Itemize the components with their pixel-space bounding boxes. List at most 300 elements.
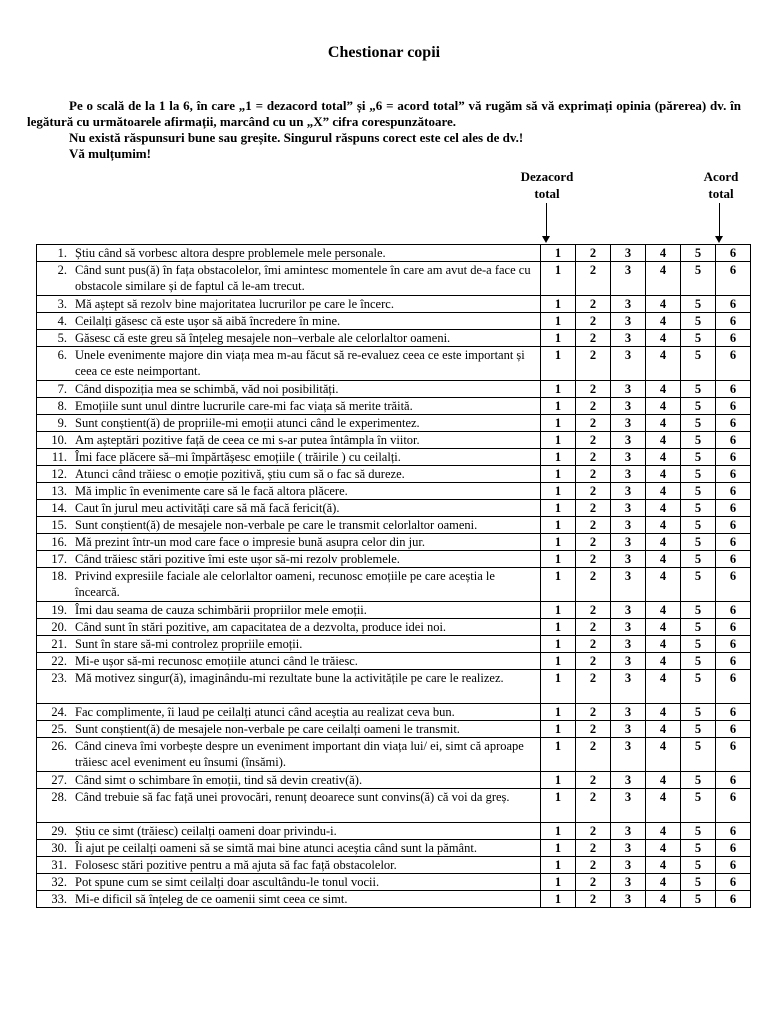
rating-option-3[interactable]: 3 xyxy=(611,517,646,534)
item-statement: Mă motivez singur(ă), imaginându-mi rezultate bune la activitățile pe care le realizez. xyxy=(71,670,541,704)
item-statement: Când cineva îmi vorbește despre un eveniment important din viața lui/ ei, simt că aproape trăiesc acel eveniment eu însumi (însămi). xyxy=(71,738,541,772)
rating-option-4[interactable]: 4 xyxy=(646,772,681,789)
item-statement: Îmi face plăcere să–mi împărtășesc emoțiile ( trăirile ) cu ceilalți. xyxy=(71,449,541,466)
item-number: 29. xyxy=(37,823,72,840)
table-row xyxy=(37,721,751,738)
item-number: 30. xyxy=(37,840,72,857)
rating-option-6[interactable]: 6 xyxy=(716,772,751,789)
rating-option-4[interactable]: 4 xyxy=(646,857,681,874)
rating-option-3[interactable]: 3 xyxy=(611,313,646,330)
table-row xyxy=(37,415,751,432)
table-row xyxy=(37,857,751,874)
questionnaire-table xyxy=(36,244,751,908)
rating-option-6[interactable]: 6 xyxy=(716,262,751,296)
rating-option-1[interactable]: 1 xyxy=(541,772,576,789)
rating-option-4[interactable]: 4 xyxy=(646,619,681,636)
rating-option-5[interactable]: 5 xyxy=(681,721,716,738)
item-statement: Sunt conștient(ă) de mesajele non-verbale pe care ceilalți oameni le transmit. xyxy=(71,721,541,738)
table-row xyxy=(37,823,751,840)
rating-option-5[interactable]: 5 xyxy=(681,517,716,534)
rating-option-3[interactable]: 3 xyxy=(611,857,646,874)
scale-header-agree-line-1: Acord xyxy=(703,169,739,184)
rating-option-2[interactable]: 2 xyxy=(576,789,611,823)
rating-option-4[interactable]: 4 xyxy=(646,245,681,262)
instructions xyxy=(27,98,741,162)
rating-option-6[interactable]: 6 xyxy=(716,823,751,840)
rating-option-2[interactable]: 2 xyxy=(576,738,611,772)
item-statement: Am așteptări pozitive față de ceea ce mi s-ar putea întâmpla în viitor. xyxy=(71,432,541,449)
item-number: 19. xyxy=(37,602,72,619)
rating-option-5[interactable]: 5 xyxy=(681,262,716,296)
instructions-line-3: Vă mulțumim! xyxy=(69,146,151,161)
rating-option-2[interactable]: 2 xyxy=(576,670,611,704)
rating-option-5[interactable]: 5 xyxy=(681,823,716,840)
rating-option-3[interactable]: 3 xyxy=(611,721,646,738)
rating-option-4[interactable]: 4 xyxy=(646,517,681,534)
item-statement: Mă implic în evenimente care să le facă altora plăcere. xyxy=(71,483,541,500)
item-statement: Când trăiesc stări pozitive îmi este ușor să-mi rezolv problemele. xyxy=(71,551,541,568)
item-number: 1. xyxy=(37,245,72,262)
rating-option-6[interactable]: 6 xyxy=(716,381,751,398)
rating-option-4[interactable]: 4 xyxy=(646,347,681,381)
rating-option-3[interactable]: 3 xyxy=(611,840,646,857)
item-number: 5. xyxy=(37,330,72,347)
rating-option-4[interactable]: 4 xyxy=(646,551,681,568)
rating-option-1[interactable]: 1 xyxy=(541,823,576,840)
rating-option-2[interactable]: 2 xyxy=(576,534,611,551)
item-statement: Îi ajut pe ceilalți oameni să se simtă mai bine atunci aceștia când sunt la pământ. xyxy=(71,840,541,857)
table-row xyxy=(37,245,751,262)
rating-option-3[interactable]: 3 xyxy=(611,245,646,262)
rating-option-2[interactable]: 2 xyxy=(576,347,611,381)
rating-option-5[interactable]: 5 xyxy=(681,296,716,313)
instructions-line-1: Pe o scală de la 1 la 6, în care „1 = dezacord total” și „6 = acord total” vă rugăm să vă exprimați opinia (părerea) dv. în legătură cu următoarele afirmații, marcând cu un „X” cifra corespunzătoare. xyxy=(27,98,741,129)
rating-option-3[interactable]: 3 xyxy=(611,330,646,347)
rating-option-3[interactable]: 3 xyxy=(611,483,646,500)
item-statement: Privind expresiile faciale ale celorlaltor oameni, recunosc emoțiile pe care aceștia le încearcă. xyxy=(71,568,541,602)
item-statement: Atunci când trăiesc o emoție pozitivă, știu cum să o fac să dureze. xyxy=(71,466,541,483)
rating-option-3[interactable]: 3 xyxy=(611,636,646,653)
item-number: 9. xyxy=(37,415,72,432)
rating-option-1[interactable]: 1 xyxy=(541,381,576,398)
rating-option-2[interactable]: 2 xyxy=(576,517,611,534)
scale-header-agree-line-2: total xyxy=(708,186,734,201)
rating-option-2[interactable]: 2 xyxy=(576,262,611,296)
rating-option-1[interactable]: 1 xyxy=(541,670,576,704)
item-statement: Când trebuie să fac față unei provocări, renunț deoarece sunt convins(ă) că voi da greș. xyxy=(71,789,541,823)
item-number: 24. xyxy=(37,704,72,721)
rating-option-6[interactable]: 6 xyxy=(716,466,751,483)
rating-option-4[interactable]: 4 xyxy=(646,653,681,670)
item-statement: Pot spune cum se simt ceilalți doar ascultându-le tonul vocii. xyxy=(71,874,541,891)
item-number: 32. xyxy=(37,874,72,891)
rating-option-4[interactable]: 4 xyxy=(646,721,681,738)
rating-option-5[interactable]: 5 xyxy=(681,704,716,721)
rating-option-6[interactable]: 6 xyxy=(716,653,751,670)
rating-option-3[interactable]: 3 xyxy=(611,466,646,483)
item-statement: Când dispoziția mea se schimbă, văd noi posibilități. xyxy=(71,381,541,398)
rating-option-2[interactable]: 2 xyxy=(576,704,611,721)
rating-option-1[interactable]: 1 xyxy=(541,398,576,415)
scale-header-disagree-line-1: Dezacord xyxy=(520,169,574,184)
rating-option-3[interactable]: 3 xyxy=(611,619,646,636)
rating-option-6[interactable]: 6 xyxy=(716,551,751,568)
rating-option-3[interactable]: 3 xyxy=(611,823,646,840)
item-number: 25. xyxy=(37,721,72,738)
item-statement: Mi-e dificil să înțeleg de ce oamenii simt ceea ce simt. xyxy=(71,891,541,908)
table-row xyxy=(37,517,751,534)
rating-option-3[interactable]: 3 xyxy=(611,891,646,908)
rating-option-3[interactable]: 3 xyxy=(611,262,646,296)
rating-option-1[interactable]: 1 xyxy=(541,619,576,636)
rating-option-6[interactable]: 6 xyxy=(716,449,751,466)
table-row xyxy=(37,738,751,772)
rating-option-3[interactable]: 3 xyxy=(611,432,646,449)
rating-option-4[interactable]: 4 xyxy=(646,602,681,619)
rating-option-2[interactable]: 2 xyxy=(576,313,611,330)
rating-option-6[interactable]: 6 xyxy=(716,857,751,874)
rating-option-3[interactable]: 3 xyxy=(611,415,646,432)
table-row xyxy=(37,313,751,330)
rating-option-6[interactable]: 6 xyxy=(716,313,751,330)
table-row xyxy=(37,568,751,602)
table-row xyxy=(37,534,751,551)
rating-option-6[interactable]: 6 xyxy=(716,415,751,432)
rating-option-4[interactable]: 4 xyxy=(646,449,681,466)
rating-option-6[interactable]: 6 xyxy=(716,670,751,704)
item-number: 6. xyxy=(37,347,72,381)
item-number: 2. xyxy=(37,262,72,296)
rating-option-1[interactable]: 1 xyxy=(541,653,576,670)
rating-option-3[interactable]: 3 xyxy=(611,874,646,891)
table-row xyxy=(37,602,751,619)
rating-option-1[interactable]: 1 xyxy=(541,330,576,347)
table-row xyxy=(37,500,751,517)
item-number: 23. xyxy=(37,670,72,704)
item-statement: Sunt în stare să-mi controlez propriile emoții. xyxy=(71,636,541,653)
rating-option-4[interactable]: 4 xyxy=(646,398,681,415)
table-row xyxy=(37,330,751,347)
rating-option-5[interactable]: 5 xyxy=(681,891,716,908)
item-number: 14. xyxy=(37,500,72,517)
rating-option-2[interactable]: 2 xyxy=(576,245,611,262)
rating-option-6[interactable]: 6 xyxy=(716,330,751,347)
rating-option-2[interactable]: 2 xyxy=(576,891,611,908)
rating-option-3[interactable]: 3 xyxy=(611,602,646,619)
rating-option-4[interactable]: 4 xyxy=(646,636,681,653)
rating-option-3[interactable]: 3 xyxy=(611,347,646,381)
rating-option-3[interactable]: 3 xyxy=(611,789,646,823)
rating-option-1[interactable]: 1 xyxy=(541,500,576,517)
rating-option-1[interactable]: 1 xyxy=(541,636,576,653)
rating-option-6[interactable]: 6 xyxy=(716,636,751,653)
rating-option-1[interactable]: 1 xyxy=(541,551,576,568)
rating-option-5[interactable]: 5 xyxy=(681,619,716,636)
rating-option-2[interactable]: 2 xyxy=(576,415,611,432)
item-number: 10. xyxy=(37,432,72,449)
rating-option-1[interactable]: 1 xyxy=(541,313,576,330)
table-row xyxy=(37,653,751,670)
rating-option-4[interactable]: 4 xyxy=(646,670,681,704)
rating-option-5[interactable]: 5 xyxy=(681,568,716,602)
rating-option-4[interactable]: 4 xyxy=(646,823,681,840)
rating-option-2[interactable]: 2 xyxy=(576,449,611,466)
rating-option-4[interactable]: 4 xyxy=(646,296,681,313)
item-statement: Găsesc că este greu să înțeleg mesajele non–verbale ale celorlaltor oameni. xyxy=(71,330,541,347)
item-statement: Mă prezint într-un mod care face o impresie bună asupra celor din jur. xyxy=(71,534,541,551)
item-statement: Mă aștept să rezolv bine majoritatea lucrurilor pe care le încerc. xyxy=(71,296,541,313)
item-statement: Caut în jurul meu activități care să mă facă fericit(ă). xyxy=(71,500,541,517)
rating-option-2[interactable]: 2 xyxy=(576,398,611,415)
rating-option-5[interactable]: 5 xyxy=(681,500,716,517)
item-statement: Știu ce simt (trăiesc) ceilalți oameni doar privindu-i. xyxy=(71,823,541,840)
rating-option-6[interactable]: 6 xyxy=(716,500,751,517)
rating-option-2[interactable]: 2 xyxy=(576,874,611,891)
rating-option-1[interactable]: 1 xyxy=(541,296,576,313)
rating-option-6[interactable]: 6 xyxy=(716,398,751,415)
rating-option-2[interactable]: 2 xyxy=(576,772,611,789)
rating-option-5[interactable]: 5 xyxy=(681,398,716,415)
rating-option-6[interactable]: 6 xyxy=(716,347,751,381)
rating-option-4[interactable]: 4 xyxy=(646,704,681,721)
rating-option-2[interactable]: 2 xyxy=(576,568,611,602)
rating-option-2[interactable]: 2 xyxy=(576,840,611,857)
item-number: 13. xyxy=(37,483,72,500)
item-statement: Sunt conștient(ă) de propriile-mi emoții atunci când le experimentez. xyxy=(71,415,541,432)
rating-option-4[interactable]: 4 xyxy=(646,500,681,517)
rating-option-3[interactable]: 3 xyxy=(611,772,646,789)
rating-option-5[interactable]: 5 xyxy=(681,840,716,857)
rating-option-2[interactable]: 2 xyxy=(576,330,611,347)
instructions-line-2: Nu există răspunsuri bune sau greșite. Singurul răspuns corect este cel ales de dv.! xyxy=(69,130,524,145)
rating-option-4[interactable]: 4 xyxy=(646,381,681,398)
rating-option-4[interactable]: 4 xyxy=(646,330,681,347)
item-statement: Emoțiile sunt unul dintre lucrurile care-mi fac viața să merite trăită. xyxy=(71,398,541,415)
rating-option-3[interactable]: 3 xyxy=(611,568,646,602)
rating-option-1[interactable]: 1 xyxy=(541,534,576,551)
item-number: 27. xyxy=(37,772,72,789)
rating-option-2[interactable]: 2 xyxy=(576,619,611,636)
rating-option-2[interactable]: 2 xyxy=(576,653,611,670)
rating-option-2[interactable]: 2 xyxy=(576,636,611,653)
rating-option-1[interactable]: 1 xyxy=(541,789,576,823)
item-number: 15. xyxy=(37,517,72,534)
rating-option-2[interactable]: 2 xyxy=(576,432,611,449)
rating-option-5[interactable]: 5 xyxy=(681,670,716,704)
rating-option-1[interactable]: 1 xyxy=(541,721,576,738)
item-number: 33. xyxy=(37,891,72,908)
table-row xyxy=(37,789,751,823)
rating-option-1[interactable]: 1 xyxy=(541,347,576,381)
rating-option-5[interactable]: 5 xyxy=(681,636,716,653)
item-number: 16. xyxy=(37,534,72,551)
rating-option-4[interactable]: 4 xyxy=(646,874,681,891)
document-title: Chestionar copii xyxy=(327,44,441,61)
rating-option-3[interactable]: 3 xyxy=(611,704,646,721)
rating-option-3[interactable]: 3 xyxy=(611,500,646,517)
rating-option-1[interactable]: 1 xyxy=(541,262,576,296)
rating-option-5[interactable]: 5 xyxy=(681,857,716,874)
rating-option-6[interactable]: 6 xyxy=(716,874,751,891)
rating-option-5[interactable]: 5 xyxy=(681,653,716,670)
rating-option-1[interactable]: 1 xyxy=(541,483,576,500)
rating-option-5[interactable]: 5 xyxy=(681,415,716,432)
rating-option-3[interactable]: 3 xyxy=(611,551,646,568)
rating-option-1[interactable]: 1 xyxy=(541,245,576,262)
rating-option-4[interactable]: 4 xyxy=(646,738,681,772)
rating-option-2[interactable]: 2 xyxy=(576,823,611,840)
rating-option-5[interactable]: 5 xyxy=(681,347,716,381)
rating-option-2[interactable]: 2 xyxy=(576,551,611,568)
rating-option-1[interactable]: 1 xyxy=(541,415,576,432)
table-row xyxy=(37,296,751,313)
rating-option-6[interactable]: 6 xyxy=(716,245,751,262)
rating-option-3[interactable]: 3 xyxy=(611,296,646,313)
item-statement: Ceilalți găsesc că este ușor să aibă încredere în mine. xyxy=(71,313,541,330)
item-number: 17. xyxy=(37,551,72,568)
rating-option-1[interactable]: 1 xyxy=(541,874,576,891)
table-row xyxy=(37,449,751,466)
item-number: 21. xyxy=(37,636,72,653)
rating-option-5[interactable]: 5 xyxy=(681,738,716,772)
table-row xyxy=(37,466,751,483)
item-number: 11. xyxy=(37,449,72,466)
rating-option-4[interactable]: 4 xyxy=(646,840,681,857)
item-number: 4. xyxy=(37,313,72,330)
rating-option-2[interactable]: 2 xyxy=(576,483,611,500)
rating-option-1[interactable]: 1 xyxy=(541,466,576,483)
rating-option-1[interactable]: 1 xyxy=(541,738,576,772)
rating-option-1[interactable]: 1 xyxy=(541,891,576,908)
table-row xyxy=(37,347,751,381)
rating-option-3[interactable]: 3 xyxy=(611,398,646,415)
rating-option-6[interactable]: 6 xyxy=(716,619,751,636)
rating-option-4[interactable]: 4 xyxy=(646,789,681,823)
rating-option-4[interactable]: 4 xyxy=(646,483,681,500)
item-statement: Unele evenimente majore din viața mea m-au făcut să re-evaluez ceea ce este important și ceea ce este neimportant. xyxy=(71,347,541,381)
rating-option-4[interactable]: 4 xyxy=(646,432,681,449)
rating-option-5[interactable]: 5 xyxy=(681,534,716,551)
table-row xyxy=(37,891,751,908)
rating-option-6[interactable]: 6 xyxy=(716,704,751,721)
rating-option-5[interactable]: 5 xyxy=(681,432,716,449)
rating-option-1[interactable]: 1 xyxy=(541,449,576,466)
rating-option-4[interactable]: 4 xyxy=(646,891,681,908)
item-number: 12. xyxy=(37,466,72,483)
rating-option-2[interactable]: 2 xyxy=(576,296,611,313)
item-statement: Îmi dau seama de cauza schimbării propriilor mele emoții. xyxy=(71,602,541,619)
rating-option-3[interactable]: 3 xyxy=(611,381,646,398)
item-number: 22. xyxy=(37,653,72,670)
rating-option-5[interactable]: 5 xyxy=(681,330,716,347)
table-row xyxy=(37,636,751,653)
rating-option-6[interactable]: 6 xyxy=(716,840,751,857)
rating-option-1[interactable]: 1 xyxy=(541,857,576,874)
rating-option-2[interactable]: 2 xyxy=(576,500,611,517)
rating-option-4[interactable]: 4 xyxy=(646,415,681,432)
rating-option-4[interactable]: 4 xyxy=(646,466,681,483)
table-row xyxy=(37,619,751,636)
table-row xyxy=(37,772,751,789)
table-row xyxy=(37,874,751,891)
item-number: 18. xyxy=(37,568,72,602)
rating-option-5[interactable]: 5 xyxy=(681,466,716,483)
item-statement: Folosesc stări pozitive pentru a mă ajuta să fac față obstacolelor. xyxy=(71,857,541,874)
item-statement: Știu când să vorbesc altora despre problemele mele personale. xyxy=(71,245,541,262)
scale-header-agree xyxy=(686,168,756,202)
rating-option-6[interactable]: 6 xyxy=(716,789,751,823)
rating-option-4[interactable]: 4 xyxy=(646,534,681,551)
rating-option-5[interactable]: 5 xyxy=(681,874,716,891)
rating-option-5[interactable]: 5 xyxy=(681,313,716,330)
item-number: 7. xyxy=(37,381,72,398)
rating-option-4[interactable]: 4 xyxy=(646,313,681,330)
rating-option-1[interactable]: 1 xyxy=(541,602,576,619)
rating-option-2[interactable]: 2 xyxy=(576,721,611,738)
rating-option-6[interactable]: 6 xyxy=(716,296,751,313)
item-number: 26. xyxy=(37,738,72,772)
rating-option-2[interactable]: 2 xyxy=(576,857,611,874)
rating-option-6[interactable]: 6 xyxy=(716,432,751,449)
rating-option-6[interactable]: 6 xyxy=(716,534,751,551)
item-statement: Fac complimente, îi laud pe ceilalți atunci când aceștia au realizat ceva bun. xyxy=(71,704,541,721)
rating-option-5[interactable]: 5 xyxy=(681,789,716,823)
rating-option-5[interactable]: 5 xyxy=(681,772,716,789)
table-row xyxy=(37,704,751,721)
rating-option-1[interactable]: 1 xyxy=(541,568,576,602)
rating-option-3[interactable]: 3 xyxy=(611,534,646,551)
rating-option-5[interactable]: 5 xyxy=(681,551,716,568)
rating-option-3[interactable]: 3 xyxy=(611,670,646,704)
rating-option-3[interactable]: 3 xyxy=(611,449,646,466)
rating-option-1[interactable]: 1 xyxy=(541,704,576,721)
rating-option-5[interactable]: 5 xyxy=(681,381,716,398)
rating-option-6[interactable]: 6 xyxy=(716,891,751,908)
rating-option-6[interactable]: 6 xyxy=(716,483,751,500)
rating-option-2[interactable]: 2 xyxy=(576,381,611,398)
item-number: 3. xyxy=(37,296,72,313)
item-number: 20. xyxy=(37,619,72,636)
table-row xyxy=(37,398,751,415)
item-statement: Sunt conștient(ă) de mesajele non-verbale pe care le transmit celorlaltor oameni. xyxy=(71,517,541,534)
rating-option-6[interactable]: 6 xyxy=(716,602,751,619)
item-number: 31. xyxy=(37,857,72,874)
table-row xyxy=(37,432,751,449)
rating-option-2[interactable]: 2 xyxy=(576,466,611,483)
rating-option-1[interactable]: 1 xyxy=(541,517,576,534)
rating-option-4[interactable]: 4 xyxy=(646,568,681,602)
item-statement: Când simt o schimbare în emoții, tind să devin creativ(ă). xyxy=(71,772,541,789)
item-number: 8. xyxy=(37,398,72,415)
rating-option-5[interactable]: 5 xyxy=(681,602,716,619)
rating-option-6[interactable]: 6 xyxy=(716,517,751,534)
rating-option-2[interactable]: 2 xyxy=(576,602,611,619)
rating-option-5[interactable]: 5 xyxy=(681,449,716,466)
arrow-down-icon xyxy=(546,203,547,237)
rating-option-3[interactable]: 3 xyxy=(611,653,646,670)
rating-option-3[interactable]: 3 xyxy=(611,738,646,772)
item-statement: Mi-e ușor să-mi recunosc emoțiile atunci când le trăiesc. xyxy=(71,653,541,670)
rating-option-6[interactable]: 6 xyxy=(716,568,751,602)
rating-option-1[interactable]: 1 xyxy=(541,432,576,449)
item-number: 28. xyxy=(37,789,72,823)
rating-option-5[interactable]: 5 xyxy=(681,483,716,500)
rating-option-4[interactable]: 4 xyxy=(646,262,681,296)
rating-option-1[interactable]: 1 xyxy=(541,840,576,857)
rating-option-6[interactable]: 6 xyxy=(716,721,751,738)
rating-option-6[interactable]: 6 xyxy=(716,738,751,772)
rating-option-5[interactable]: 5 xyxy=(681,245,716,262)
